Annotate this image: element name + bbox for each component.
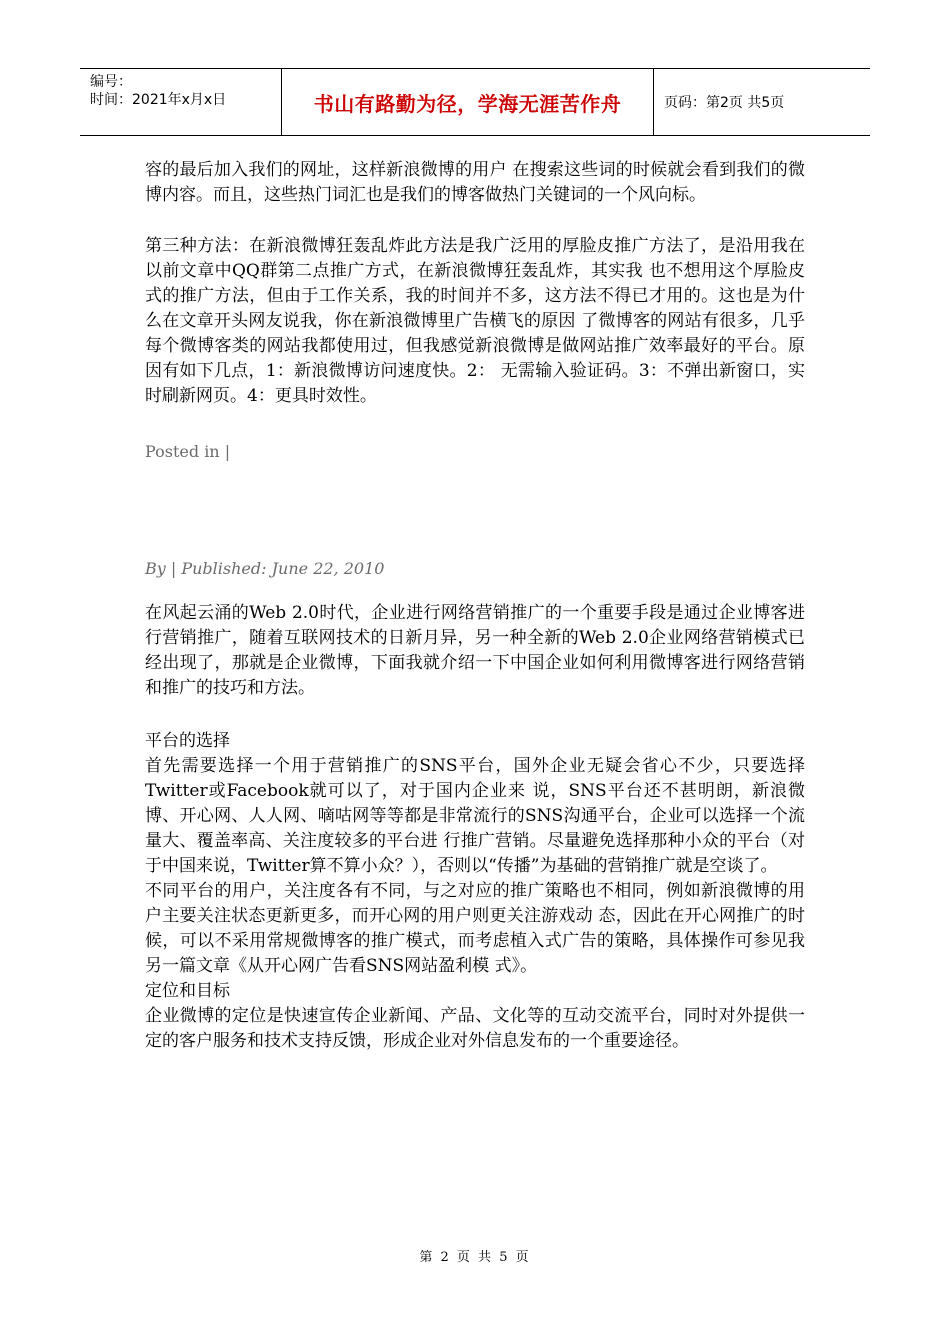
page-footer: 第 2 页 共 5 页 bbox=[419, 1250, 531, 1265]
header-left-cell bbox=[80, 69, 282, 135]
paragraph-4: 首先需要选择一个用于营销推广的SNS平台，国外企业无疑会省心不少，只要选择Twitter或Facebook就可以了，对于国内企业来 说，SNS平台还不甚明朗，新浪微博、开心网、人人网、嘀咕网等等都是非常流行的SNS沟通平台，企业可以选择一个流量大、覆盖率高、关注度较多的平台进 行推广营销。尽量避免选择那种小众的平台（对于中国来说，Twitter算不算小众？），否则以“传播”为基础的营销推广就是空谈了。 bbox=[145, 756, 805, 876]
page-header bbox=[80, 68, 870, 136]
paragraph-5: 不同平台的用户，关注度各有不同，与之对应的推广策略也不相同，例如新浪微博的用户主要关注状态更新更多，而开心网的用户则更关注游戏动 态，因此在开心网推广的时候，可以不采用常规微博客的推广模式，而考虑植入式广告的策略，具体操作可参见我另一篇文章《从开心网广告看SNS网站盈利模 式》。 bbox=[145, 881, 805, 976]
header-motto-cell bbox=[282, 69, 654, 135]
paragraph-2: 第三种方法：在新浪微博狂轰乱炸此方法是我广泛用的厚脸皮推广方法了，是沿用我在以前文章中QQ群第二点推广方式，在新浪微博狂轰乱炸，其实我 也不想用这个厚脸皮式的推广方法，但由于工作关系，我的时间并不多，这方法不得已才用的。这也是为什么在文章开头网友说我，你在新浪微博里广告横飞的原因 了微博客的网站有很多，几乎每个微博客类的网站我都使用过，但我感觉新浪微博是做网站推广效率最好的平台。原因有如下几点，1：新浪微博访问速度快。2： 无需输入验证码。3：不弹出新窗口，实时刷新网页。4：更具时效性。 bbox=[145, 236, 805, 406]
serial-label: 编号： bbox=[90, 74, 132, 90]
paragraph-6: 企业微博的定位是快速宣传企业新闻、产品、文化等的互动交流平台，同时对外提供一定的客户服务和技术支持反馈，形成企业对外信息发布的一个重要途径。 bbox=[145, 1006, 805, 1051]
document-body bbox=[145, 158, 805, 1054]
byline-meta: By | Published: June 22, 2010 bbox=[145, 559, 385, 578]
heading-positioning: 定位和目标 bbox=[145, 981, 230, 1001]
posted-in-meta: Posted in | bbox=[145, 442, 231, 461]
time-label: 时间：2021年x月x日 bbox=[90, 92, 227, 108]
header-page-label: 页码：第2页 共5页 bbox=[664, 95, 785, 111]
header-motto: 书山有路勤为径，学海无涯苦作舟 bbox=[313, 91, 622, 116]
paragraph-3: 在风起云涌的Web 2.0时代，企业进行网络营销推广的一个重要手段是通过企业博客进行营销推广，随着互联网技术的日新月异，另一种全新的Web 2.0企业网络营销模式已经出现了，那就是企业微博，下面我就介绍一下中国企业如何利用微博客进行网络营销和推广的技巧和方法。 bbox=[145, 603, 805, 698]
header-page-cell bbox=[654, 69, 870, 135]
paragraph-1: 容的最后加入我们的网址，这样新浪微博的用户 在搜索这些词的时候就会看到我们的微博内容。而且，这些热门词汇也是我们的博客做热门关键词的一个风向标。 bbox=[145, 160, 805, 205]
heading-platform-choice: 平台的选择 bbox=[145, 731, 230, 751]
